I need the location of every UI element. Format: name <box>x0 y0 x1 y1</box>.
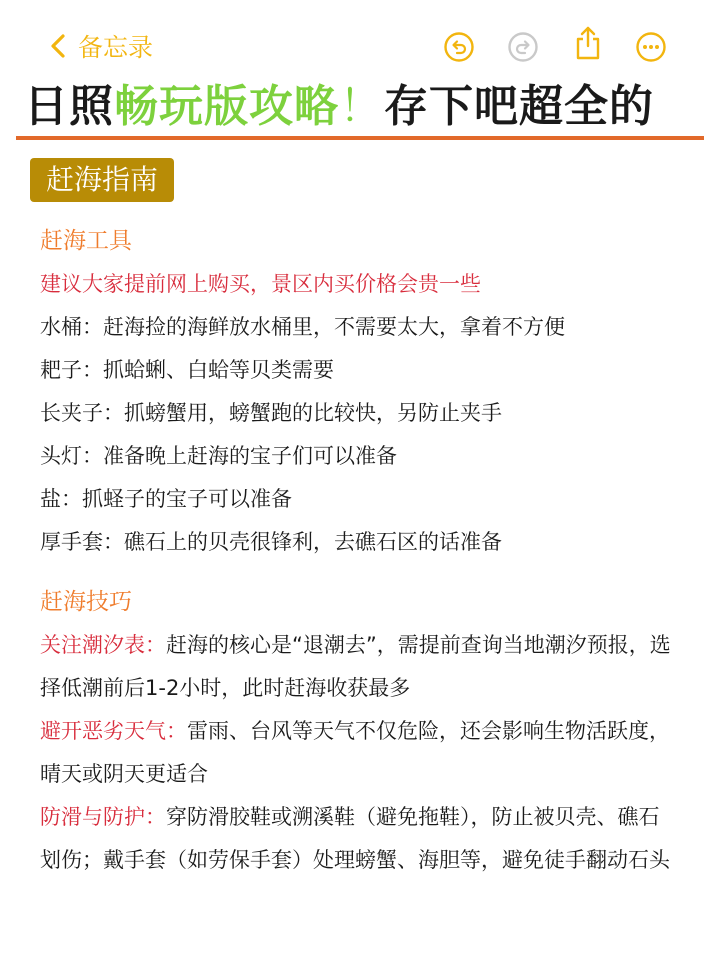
title-divider <box>16 136 704 140</box>
tool-item: 长夹子：抓螃蟹用，螃蟹跑的比较快，另防止夹手 <box>40 401 502 425</box>
tool-item: 水桶：赶海捡的海鲜放水桶里，不需要太大，拿着不方便 <box>40 315 565 339</box>
back-button[interactable] <box>50 28 153 64</box>
tool-item: 厚手套：礁石上的贝壳很锋利，去礁石区的话准备 <box>40 530 502 554</box>
undo-button[interactable] <box>442 30 476 64</box>
tip-item <box>40 624 680 710</box>
tip-label: 避开恶劣天气： <box>40 719 187 743</box>
tools-heading: 赶海工具 <box>40 228 132 254</box>
more-icon <box>635 31 667 63</box>
tips-heading: 赶海技巧 <box>40 589 132 615</box>
note-body <box>40 220 680 882</box>
tool-item: 头灯：准备晚上赶海的宝子们可以准备 <box>40 444 397 468</box>
tip-text: 雷雨、台风等天气不仅危险，还会影响生物活跃度，晴天或阴天更适合 <box>40 719 670 786</box>
section-badge: 赶海指南 <box>30 158 174 202</box>
note-title <box>24 78 704 136</box>
title-mark: ！ <box>339 81 384 132</box>
title-part-3: 存下吧超全的 <box>384 81 654 132</box>
title-part-1: 日照 <box>24 81 114 132</box>
tip-text: 穿防滑胶鞋或溯溪鞋（避免拖鞋），防止被贝壳、礁石划伤；戴手套（如劳保手套）处理螃蟹、海胆等，避免徒手翻动石头 <box>40 805 670 872</box>
tip-label: 防滑与防护： <box>40 805 166 829</box>
tip-text: 赶海的核心是“退潮去”，需提前查询当地潮汐预报，选择低潮前后1-2小时，此时赶海收获最多 <box>40 633 671 700</box>
tip-item <box>40 710 680 796</box>
tool-item: 盐：抓蛏子的宝子可以准备 <box>40 487 292 511</box>
undo-icon <box>443 31 475 63</box>
redo-icon <box>507 31 539 63</box>
top-bar <box>0 0 720 86</box>
title-part-2: 畅玩版攻略 <box>114 81 339 132</box>
more-button[interactable] <box>634 30 668 64</box>
tool-item: 耙子：抓蛤蜊、白蛤等贝类需要 <box>40 358 334 382</box>
tip-label: 关注潮汐表： <box>40 633 166 657</box>
share-icon <box>572 25 604 61</box>
tip-item <box>40 796 680 882</box>
back-label: 备忘录 <box>78 33 154 62</box>
redo-button[interactable] <box>506 30 540 64</box>
chevron-left-icon <box>50 33 66 59</box>
share-button[interactable] <box>571 26 605 60</box>
spacer <box>40 564 680 581</box>
tools-note: 建议大家提前网上购买，景区内买价格会贵一些 <box>40 272 481 296</box>
